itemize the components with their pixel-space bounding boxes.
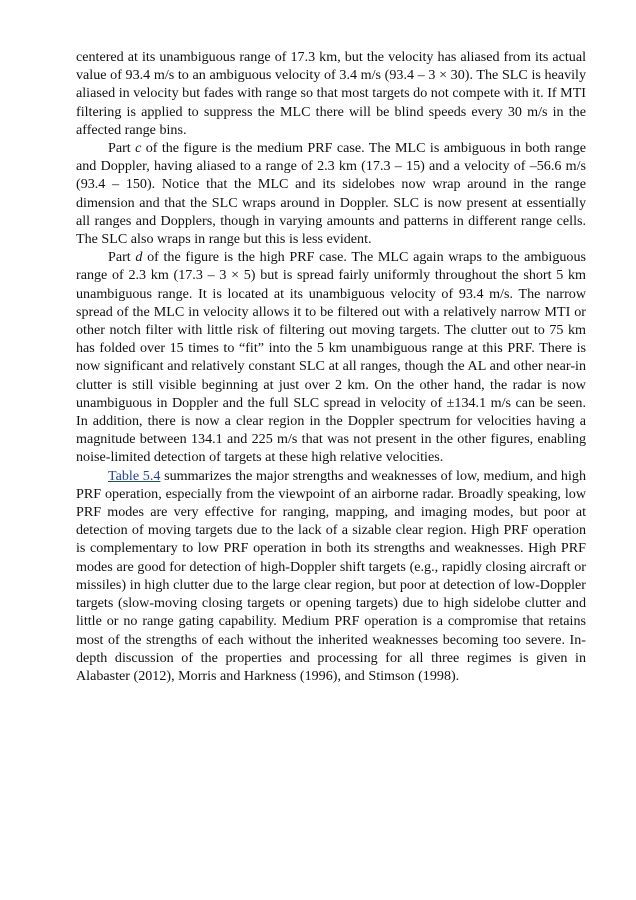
paragraph-text: Part [108, 249, 136, 266]
body-paragraph [76, 248, 586, 466]
table-reference-link[interactable]: Table 5.4 [108, 467, 161, 484]
paragraph-text: summarizes the major strengths and weaknesses of low, medium, and high PRF operation, especially from the viewpoint of an airborne radar. Broadly speaking, low PRF modes are very effective for ranging, mapping, and imaging modes, but poor at detection of moving targets due to the lack of a sizable clear region. High PRF operation is complementary to low PRF operation in both its strengths and weaknesses. High PRF modes are good for detection of high-Doppler shift targets (e.g., rapidly closing aircraft or missiles) in high clutter due to the large clear region, but poor at detection of low-Doppler targets (slow-moving closing targets or opening targets) due to high sidelobe clutter and little or no range gating capability. Medium PRF operation is a compromise that retains most of the strengths of each without the inherited weaknesses becoming too severe. In-depth discussion of the properties and processing for all three regimes is given in Alabaster (2012), Morris and Harkness (1996), and Stimson (1998). [76, 467, 586, 684]
paragraph-text: of the figure is the medium PRF case. The MLC is ambiguous in both range and Doppler, having aliased to a range of 2.3 km (17.3 – 15) and a velocity of –56.6 m/s (93.4 – 150). Notice that the MLC and its sidelobes now wrap around in the range dimension and that the SLC wraps around in Doppler. SLC is now present at essentially all ranges and Dopplers, though in varying amounts and patterns in different range cells. The SLC also wraps in range but this is less evident. [76, 140, 586, 248]
body-paragraph [76, 48, 586, 139]
body-paragraph [76, 139, 586, 248]
italic-text: c [135, 140, 142, 157]
body-paragraph [76, 467, 586, 685]
paragraph-text: of the figure is the high PRF case. The MLC again wraps to the ambiguous range of 2.3 km (17.3 – 3 × 5) but is spread fairly uniformly throughout the short 5 km unambiguous range. It is located at its unambiguous velocity of 93.4 m/s. The narrow spread of the MLC in velocity allows it to be filtered out with a relatively narrow MTI or other notch filter with little risk of filtering out moving targets. The clutter out to 75 km has folded over 15 times to “fit” into the 5 km unambiguous range at this PRF. There is now significant and relatively constant SLC at all ranges, though the AL and other near-in clutter is still visible beginning at just over 2 km. On the other hand, the radar is now unambiguous in Doppler and the full SLC spread in velocity of ±134.1 m/s can be seen. In addition, there is now a clear region in the Doppler spectrum for velocities having a magnitude between 134.1 and 225 m/s that was not present in the other figures, enabling noise-limited detection of targets at these high relative velocities. [76, 249, 586, 466]
paragraph-text: centered at its unambiguous range of 17.3 km, but the velocity has aliased from its actual value of 93.4 m/s to an ambiguous velocity of 3.4 m/s (93.4 – 3 × 30). The SLC is heavily aliased in velocity but fades with range so that most targets do not compete with it. If MTI filtering is applied to suppress the MLC there will be blind speeds every 30 m/s in the affected range bins. [76, 49, 586, 138]
paragraph-text: Part [108, 140, 136, 157]
italic-text: d [135, 249, 143, 266]
document-page [76, 48, 586, 685]
